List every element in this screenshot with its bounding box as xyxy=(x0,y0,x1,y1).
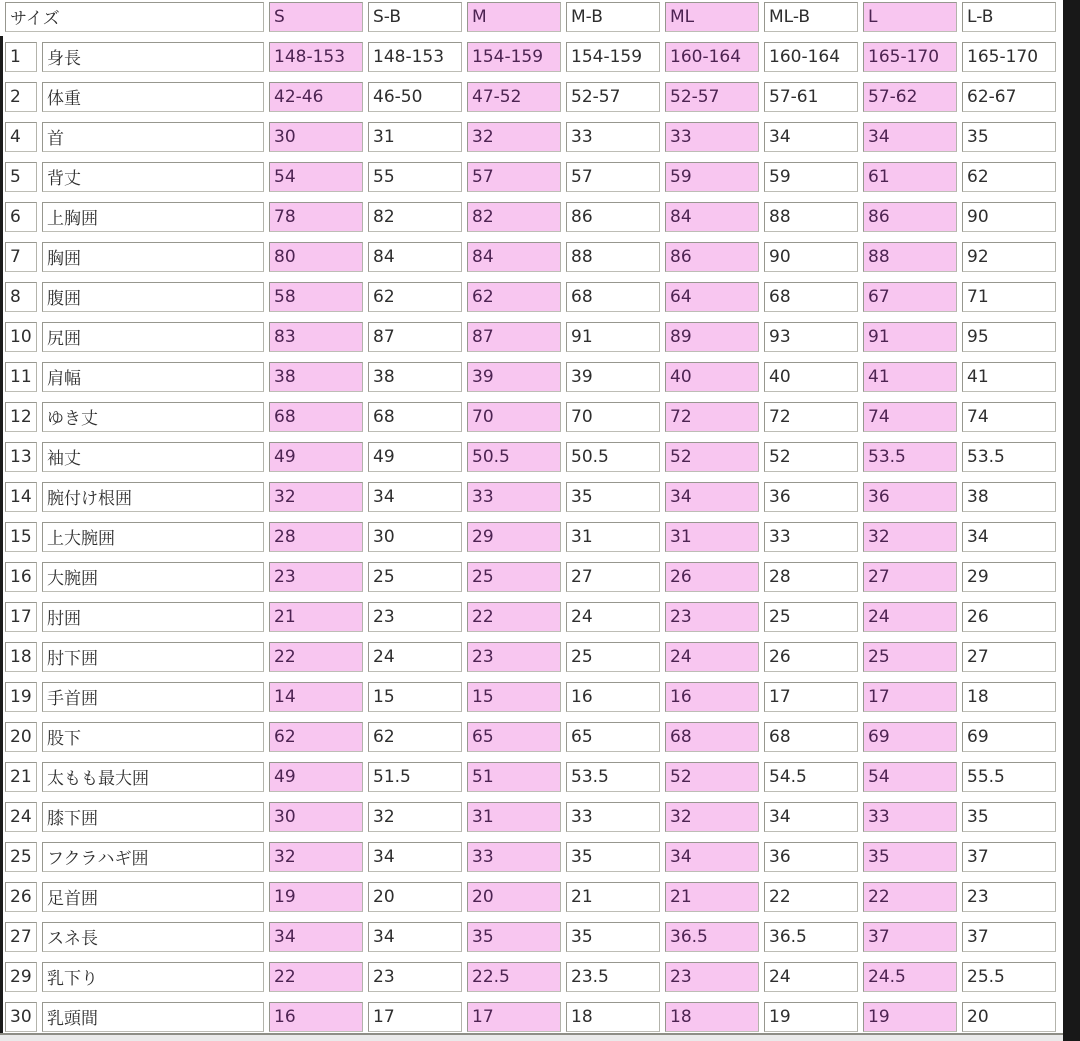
table-row xyxy=(5,162,1056,192)
row-number-cell: 5 xyxy=(5,162,37,192)
table-row xyxy=(5,922,1056,952)
table-row xyxy=(5,242,1056,272)
value-cell: 70 xyxy=(566,402,660,432)
size-column-header-s-b: S-B xyxy=(368,2,462,32)
table-row xyxy=(5,522,1056,552)
value-cell: 62 xyxy=(269,722,363,752)
row-label-cell: 肘下囲 xyxy=(42,642,264,672)
row-number-cell: 18 xyxy=(5,642,37,672)
value-cell: 34 xyxy=(764,122,858,152)
value-cell: 36 xyxy=(764,482,858,512)
value-cell: 32 xyxy=(368,802,462,832)
row-number-cell: 24 xyxy=(5,802,37,832)
row-number-cell: 21 xyxy=(5,762,37,792)
value-cell: 80 xyxy=(269,242,363,272)
value-cell: 26 xyxy=(962,602,1056,632)
row-number-cell: 2 xyxy=(5,82,37,112)
value-cell: 30 xyxy=(269,122,363,152)
row-label-cell: 腕付け根囲 xyxy=(42,482,264,512)
value-cell: 72 xyxy=(665,402,759,432)
value-cell: 35 xyxy=(863,842,957,872)
value-cell: 31 xyxy=(566,522,660,552)
value-cell: 34 xyxy=(665,842,759,872)
value-cell: 91 xyxy=(566,322,660,352)
row-number-cell: 10 xyxy=(5,322,37,352)
value-cell: 42-46 xyxy=(269,82,363,112)
value-cell: 86 xyxy=(665,242,759,272)
value-cell: 86 xyxy=(863,202,957,232)
row-label-cell: スネ長 xyxy=(42,922,264,952)
row-number-cell: 12 xyxy=(5,402,37,432)
value-cell: 52 xyxy=(665,762,759,792)
size-column-header-ml-b: ML-B xyxy=(764,2,858,32)
value-cell: 49 xyxy=(269,762,363,792)
value-cell: 160-164 xyxy=(665,42,759,72)
value-cell: 32 xyxy=(665,802,759,832)
value-cell: 29 xyxy=(467,522,561,552)
table-row xyxy=(5,882,1056,912)
value-cell: 22 xyxy=(269,962,363,992)
value-cell: 83 xyxy=(269,322,363,352)
value-cell: 28 xyxy=(764,562,858,592)
table-row xyxy=(5,402,1056,432)
row-label-cell: 上大腕囲 xyxy=(42,522,264,552)
value-cell: 33 xyxy=(467,482,561,512)
value-cell: 35 xyxy=(566,842,660,872)
row-number-cell: 25 xyxy=(5,842,37,872)
value-cell: 17 xyxy=(368,1002,462,1032)
value-cell: 39 xyxy=(566,362,660,392)
value-cell: 40 xyxy=(665,362,759,392)
row-label-cell: 袖丈 xyxy=(42,442,264,472)
value-cell: 24 xyxy=(665,642,759,672)
row-label-cell: 肩幅 xyxy=(42,362,264,392)
row-number-cell: 27 xyxy=(5,922,37,952)
value-cell: 93 xyxy=(764,322,858,352)
value-cell: 16 xyxy=(269,1002,363,1032)
value-cell: 160-164 xyxy=(764,42,858,72)
value-cell: 41 xyxy=(962,362,1056,392)
row-label-cell: 膝下囲 xyxy=(42,802,264,832)
value-cell: 36.5 xyxy=(764,922,858,952)
value-cell: 68 xyxy=(269,402,363,432)
row-label-cell: 背丈 xyxy=(42,162,264,192)
value-cell: 28 xyxy=(269,522,363,552)
value-cell: 68 xyxy=(566,282,660,312)
value-cell: 30 xyxy=(368,522,462,552)
value-cell: 50.5 xyxy=(467,442,561,472)
value-cell: 40 xyxy=(764,362,858,392)
table-row xyxy=(5,802,1056,832)
value-cell: 59 xyxy=(665,162,759,192)
value-cell: 18 xyxy=(566,1002,660,1032)
value-cell: 21 xyxy=(665,882,759,912)
value-cell: 53.5 xyxy=(566,762,660,792)
value-cell: 25 xyxy=(863,642,957,672)
value-cell: 165-170 xyxy=(962,42,1056,72)
value-cell: 87 xyxy=(368,322,462,352)
value-cell: 25 xyxy=(566,642,660,672)
value-cell: 22 xyxy=(467,602,561,632)
value-cell: 23 xyxy=(368,962,462,992)
value-cell: 64 xyxy=(665,282,759,312)
row-label-cell: 大腕囲 xyxy=(42,562,264,592)
value-cell: 165-170 xyxy=(863,42,957,72)
value-cell: 26 xyxy=(665,562,759,592)
value-cell: 54.5 xyxy=(764,762,858,792)
value-cell: 55.5 xyxy=(962,762,1056,792)
row-number-cell: 1 xyxy=(5,42,37,72)
row-label-cell: 上胸囲 xyxy=(42,202,264,232)
value-cell: 39 xyxy=(467,362,561,392)
row-label-cell: フクラハギ囲 xyxy=(42,842,264,872)
row-number-cell: 17 xyxy=(5,602,37,632)
value-cell: 65 xyxy=(467,722,561,752)
value-cell: 38 xyxy=(368,362,462,392)
table-row xyxy=(5,762,1056,792)
value-cell: 84 xyxy=(665,202,759,232)
value-cell: 16 xyxy=(566,682,660,712)
row-number-cell: 29 xyxy=(5,962,37,992)
value-cell: 74 xyxy=(863,402,957,432)
value-cell: 59 xyxy=(764,162,858,192)
table-row xyxy=(5,602,1056,632)
value-cell: 148-153 xyxy=(368,42,462,72)
value-cell: 27 xyxy=(863,562,957,592)
value-cell: 72 xyxy=(764,402,858,432)
value-cell: 154-159 xyxy=(566,42,660,72)
value-cell: 34 xyxy=(962,522,1056,552)
value-cell: 26 xyxy=(764,642,858,672)
value-cell: 50.5 xyxy=(566,442,660,472)
value-cell: 31 xyxy=(368,122,462,152)
corner-header: サイズ xyxy=(5,2,264,32)
table-row xyxy=(5,442,1056,472)
value-cell: 53.5 xyxy=(962,442,1056,472)
value-cell: 15 xyxy=(467,682,561,712)
value-cell: 37 xyxy=(962,842,1056,872)
value-cell: 62 xyxy=(368,722,462,752)
value-cell: 69 xyxy=(863,722,957,752)
table-row xyxy=(5,322,1056,352)
value-cell: 90 xyxy=(962,202,1056,232)
value-cell: 84 xyxy=(467,242,561,272)
value-cell: 24 xyxy=(566,602,660,632)
value-cell: 30 xyxy=(269,802,363,832)
value-cell: 74 xyxy=(962,402,1056,432)
value-cell: 68 xyxy=(764,722,858,752)
value-cell: 34 xyxy=(368,922,462,952)
value-cell: 32 xyxy=(269,482,363,512)
value-cell: 33 xyxy=(665,122,759,152)
value-cell: 38 xyxy=(269,362,363,392)
value-cell: 20 xyxy=(962,1002,1056,1032)
value-cell: 52 xyxy=(764,442,858,472)
value-cell: 33 xyxy=(863,802,957,832)
value-cell: 37 xyxy=(962,922,1056,952)
value-cell: 24 xyxy=(863,602,957,632)
value-cell: 17 xyxy=(863,682,957,712)
row-label-cell: 乳下り xyxy=(42,962,264,992)
value-cell: 31 xyxy=(665,522,759,552)
value-cell: 27 xyxy=(566,562,660,592)
value-cell: 49 xyxy=(269,442,363,472)
value-cell: 23 xyxy=(467,642,561,672)
size-column-header-ml: ML xyxy=(665,2,759,32)
value-cell: 17 xyxy=(467,1002,561,1032)
value-cell: 32 xyxy=(467,122,561,152)
value-cell: 21 xyxy=(269,602,363,632)
value-cell: 36.5 xyxy=(665,922,759,952)
value-cell: 22.5 xyxy=(467,962,561,992)
value-cell: 78 xyxy=(269,202,363,232)
value-cell: 23 xyxy=(962,882,1056,912)
table-row xyxy=(5,842,1056,872)
value-cell: 27 xyxy=(962,642,1056,672)
value-cell: 29 xyxy=(962,562,1056,592)
value-cell: 33 xyxy=(467,842,561,872)
value-cell: 53.5 xyxy=(863,442,957,472)
value-cell: 33 xyxy=(566,122,660,152)
value-cell: 88 xyxy=(863,242,957,272)
value-cell: 19 xyxy=(269,882,363,912)
value-cell: 35 xyxy=(467,922,561,952)
value-cell: 46-50 xyxy=(368,82,462,112)
size-column-header-m: M xyxy=(467,2,561,32)
value-cell: 23 xyxy=(665,602,759,632)
value-cell: 67 xyxy=(863,282,957,312)
row-label-cell: 肘囲 xyxy=(42,602,264,632)
row-label-cell: 太もも最大囲 xyxy=(42,762,264,792)
value-cell: 19 xyxy=(764,1002,858,1032)
value-cell: 55 xyxy=(368,162,462,192)
value-cell: 23 xyxy=(368,602,462,632)
value-cell: 90 xyxy=(764,242,858,272)
value-cell: 22 xyxy=(764,882,858,912)
value-cell: 52-57 xyxy=(665,82,759,112)
value-cell: 52 xyxy=(665,442,759,472)
row-label-cell: 首 xyxy=(42,122,264,152)
value-cell: 14 xyxy=(269,682,363,712)
value-cell: 23 xyxy=(269,562,363,592)
value-cell: 89 xyxy=(665,322,759,352)
value-cell: 23.5 xyxy=(566,962,660,992)
value-cell: 20 xyxy=(368,882,462,912)
row-label-cell: 体重 xyxy=(42,82,264,112)
value-cell: 62 xyxy=(962,162,1056,192)
size-column-header-m-b: M-B xyxy=(566,2,660,32)
value-cell: 68 xyxy=(368,402,462,432)
value-cell: 24 xyxy=(368,642,462,672)
value-cell: 25 xyxy=(368,562,462,592)
value-cell: 154-159 xyxy=(467,42,561,72)
table-row xyxy=(5,122,1056,152)
row-number-cell: 13 xyxy=(5,442,37,472)
table-row xyxy=(5,42,1056,72)
size-column-header-s: S xyxy=(269,2,363,32)
right-edge-strip xyxy=(1063,0,1080,1041)
size-column-header-l-b: L-B xyxy=(962,2,1056,32)
value-cell: 35 xyxy=(566,922,660,952)
table-row xyxy=(5,82,1056,112)
value-cell: 57 xyxy=(467,162,561,192)
value-cell: 24 xyxy=(764,962,858,992)
value-cell: 82 xyxy=(467,202,561,232)
value-cell: 18 xyxy=(962,682,1056,712)
value-cell: 24.5 xyxy=(863,962,957,992)
value-cell: 22 xyxy=(863,882,957,912)
value-cell: 68 xyxy=(764,282,858,312)
table-row xyxy=(5,642,1056,672)
row-number-cell: 6 xyxy=(5,202,37,232)
value-cell: 88 xyxy=(764,202,858,232)
value-cell: 69 xyxy=(962,722,1056,752)
table-row xyxy=(5,562,1056,592)
value-cell: 36 xyxy=(863,482,957,512)
size-column-header-l: L xyxy=(863,2,957,32)
value-cell: 37 xyxy=(863,922,957,952)
value-cell: 34 xyxy=(368,482,462,512)
value-cell: 21 xyxy=(566,882,660,912)
value-cell: 32 xyxy=(269,842,363,872)
header-row xyxy=(5,2,1056,32)
value-cell: 19 xyxy=(863,1002,957,1032)
value-cell: 58 xyxy=(269,282,363,312)
value-cell: 34 xyxy=(368,842,462,872)
value-cell: 34 xyxy=(269,922,363,952)
row-number-cell: 7 xyxy=(5,242,37,272)
row-label-cell: 胸囲 xyxy=(42,242,264,272)
value-cell: 15 xyxy=(368,682,462,712)
value-cell: 33 xyxy=(566,802,660,832)
value-cell: 25 xyxy=(764,602,858,632)
row-number-cell: 16 xyxy=(5,562,37,592)
value-cell: 36 xyxy=(764,842,858,872)
value-cell: 57-62 xyxy=(863,82,957,112)
row-number-cell: 19 xyxy=(5,682,37,712)
value-cell: 49 xyxy=(368,442,462,472)
value-cell: 51 xyxy=(467,762,561,792)
value-cell: 57-61 xyxy=(764,82,858,112)
value-cell: 18 xyxy=(665,1002,759,1032)
footer-background xyxy=(0,1035,1063,1041)
value-cell: 61 xyxy=(863,162,957,192)
value-cell: 54 xyxy=(863,762,957,792)
value-cell: 91 xyxy=(863,322,957,352)
value-cell: 22 xyxy=(269,642,363,672)
value-cell: 95 xyxy=(962,322,1056,352)
table-row xyxy=(5,962,1056,992)
value-cell: 62 xyxy=(467,282,561,312)
row-number-cell: 26 xyxy=(5,882,37,912)
value-cell: 25.5 xyxy=(962,962,1056,992)
value-cell: 38 xyxy=(962,482,1056,512)
value-cell: 23 xyxy=(665,962,759,992)
row-number-cell: 8 xyxy=(5,282,37,312)
value-cell: 34 xyxy=(665,482,759,512)
row-label-cell: 身長 xyxy=(42,42,264,72)
row-number-cell: 11 xyxy=(5,362,37,392)
row-label-cell: 乳頭間 xyxy=(42,1002,264,1032)
table-row xyxy=(5,202,1056,232)
value-cell: 52-57 xyxy=(566,82,660,112)
value-cell: 17 xyxy=(764,682,858,712)
row-number-cell: 30 xyxy=(5,1002,37,1032)
value-cell: 70 xyxy=(467,402,561,432)
value-cell: 54 xyxy=(269,162,363,192)
row-label-cell: 足首囲 xyxy=(42,882,264,912)
value-cell: 82 xyxy=(368,202,462,232)
row-label-cell: ゆき丈 xyxy=(42,402,264,432)
value-cell: 62-67 xyxy=(962,82,1056,112)
value-cell: 92 xyxy=(962,242,1056,272)
value-cell: 51.5 xyxy=(368,762,462,792)
value-cell: 41 xyxy=(863,362,957,392)
table-row xyxy=(5,722,1056,752)
row-number-cell: 4 xyxy=(5,122,37,152)
value-cell: 35 xyxy=(962,802,1056,832)
table-row xyxy=(5,1002,1056,1032)
value-cell: 35 xyxy=(566,482,660,512)
left-edge-strip xyxy=(0,36,3,1033)
table-row xyxy=(5,362,1056,392)
value-cell: 65 xyxy=(566,722,660,752)
value-cell: 34 xyxy=(863,122,957,152)
row-number-cell: 14 xyxy=(5,482,37,512)
value-cell: 57 xyxy=(566,162,660,192)
value-cell: 87 xyxy=(467,322,561,352)
value-cell: 20 xyxy=(467,882,561,912)
table-row xyxy=(5,682,1056,712)
value-cell: 16 xyxy=(665,682,759,712)
row-label-cell: 尻囲 xyxy=(42,322,264,352)
value-cell: 68 xyxy=(665,722,759,752)
value-cell: 25 xyxy=(467,562,561,592)
row-number-cell: 15 xyxy=(5,522,37,552)
value-cell: 35 xyxy=(962,122,1056,152)
value-cell: 31 xyxy=(467,802,561,832)
value-cell: 62 xyxy=(368,282,462,312)
value-cell: 88 xyxy=(566,242,660,272)
row-label-cell: 股下 xyxy=(42,722,264,752)
table-row xyxy=(5,282,1056,312)
value-cell: 71 xyxy=(962,282,1056,312)
value-cell: 34 xyxy=(764,802,858,832)
row-label-cell: 手首囲 xyxy=(42,682,264,712)
value-cell: 33 xyxy=(764,522,858,552)
value-cell: 148-153 xyxy=(269,42,363,72)
row-label-cell: 腹囲 xyxy=(42,282,264,312)
value-cell: 32 xyxy=(863,522,957,552)
value-cell: 47-52 xyxy=(467,82,561,112)
row-number-cell: 20 xyxy=(5,722,37,752)
table-row xyxy=(5,482,1056,512)
value-cell: 86 xyxy=(566,202,660,232)
value-cell: 84 xyxy=(368,242,462,272)
